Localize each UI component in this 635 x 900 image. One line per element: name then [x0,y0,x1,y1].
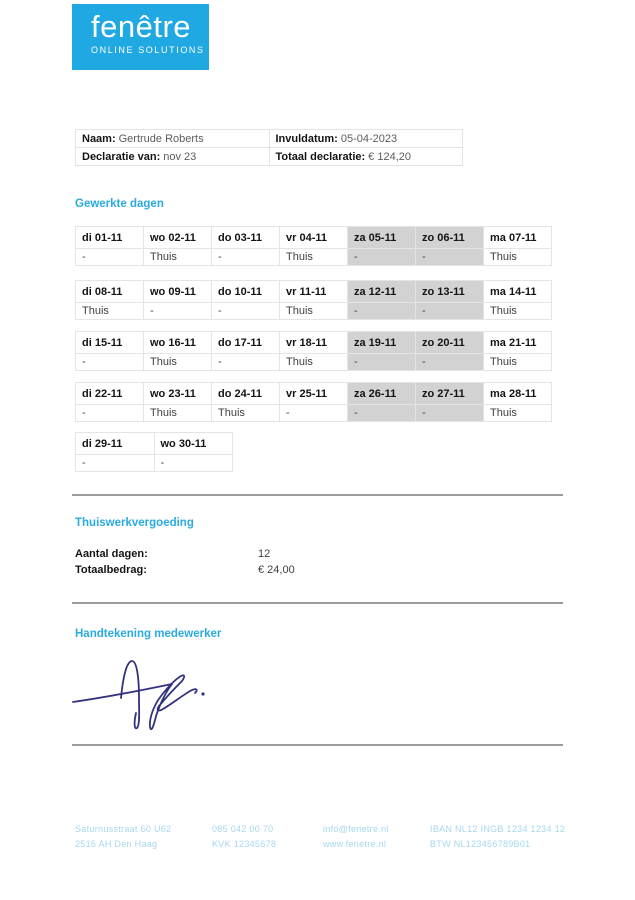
footer-phone-kvk [212,822,276,852]
info-label: Invuldatum: [275,132,338,145]
day-value: Thuis [144,354,212,371]
day-header: wo 30-11 [154,433,233,455]
day-value: - [76,249,144,266]
day-value: - [416,303,484,320]
day-value: - [212,303,280,320]
footer-line: 085 042 00 70 [212,824,274,834]
day-header: ma 28-11 [484,383,552,405]
day-header: di 15-11 [76,332,144,354]
section-divider [72,494,563,496]
day-header: wo 09-11 [144,281,212,303]
day-value: - [76,405,144,422]
footer-bank [430,822,565,852]
footer-line: BTW NL123456789B01 [430,839,531,849]
footer-line: Saturnusstraat 60 U62 [75,824,172,834]
day-header: zo 20-11 [416,332,484,354]
day-header: za 19-11 [348,332,416,354]
allowance-heading: Thuiswerkvergoeding [75,517,194,529]
info-label: Naam: [82,132,116,145]
day-value: - [416,405,484,422]
day-value: Thuis [484,303,552,320]
logo-wordmark: fenêtre [91,9,192,44]
info-value: Gertrude Roberts [118,132,204,145]
signature-stroke [150,675,197,729]
info-label: Totaal declaratie: [275,150,366,163]
info-row [76,130,463,148]
logo-tagline: ONLINE SOLUTIONS [91,45,205,55]
day-value: - [348,354,416,371]
day-header: ma 21-11 [484,332,552,354]
day-header: zo 13-11 [416,281,484,303]
day-header: di 01-11 [76,227,144,249]
day-value: Thuis [144,405,212,422]
week-table-1 [75,226,552,266]
declaration-info-table [75,129,463,166]
info-cell-invuldatum [269,130,463,148]
info-cell-totaal-declaratie [269,148,463,166]
footer-address [75,822,171,852]
day-header: ma 14-11 [484,281,552,303]
week-table-3 [75,331,552,371]
day-value: - [212,354,280,371]
fenetre-logo [72,4,209,70]
day-value: - [212,249,280,266]
day-header: ma 07-11 [484,227,552,249]
footer-line: info@fenetre.nl [323,824,389,834]
day-value: - [348,405,416,422]
day-value: Thuis [280,354,348,371]
aantal-dagen-value: 12 [258,548,271,560]
info-value: 05-04-2023 [340,132,398,145]
day-header: vr 25-11 [280,383,348,405]
week-table-2 [75,280,552,320]
day-value: Thuis [280,303,348,320]
worked-days-heading: Gewerkte dagen [75,198,164,210]
day-header: zo 06-11 [416,227,484,249]
handwritten-signature [68,648,218,736]
day-header: do 03-11 [212,227,280,249]
info-value: nov 23 [163,150,197,163]
day-header: di 29-11 [76,433,155,455]
signature-stroke [121,661,139,728]
day-header: vr 18-11 [280,332,348,354]
day-value: - [416,249,484,266]
day-value: Thuis [212,405,280,422]
day-value: Thuis [280,249,348,266]
day-header: vr 11-11 [280,281,348,303]
day-header: wo 02-11 [144,227,212,249]
day-value: Thuis [484,354,552,371]
footer-line: IBAN NL12 INGB 1234 1234 12 [430,824,566,834]
day-header: za 05-11 [348,227,416,249]
day-header: do 17-11 [212,332,280,354]
week-table-4 [75,382,552,422]
day-header: zo 27-11 [416,383,484,405]
footer-line: www.fenetre.nl [323,839,387,849]
info-cell-declaratie-van [76,148,270,166]
day-header: za 26-11 [348,383,416,405]
info-row [76,148,463,166]
day-value: - [76,354,144,371]
day-value: - [348,249,416,266]
day-value: Thuis [144,249,212,266]
day-header: vr 04-11 [280,227,348,249]
day-value: Thuis [484,249,552,266]
day-header: di 22-11 [76,383,144,405]
day-value: Thuis [484,405,552,422]
section-divider [72,744,563,746]
day-header: do 10-11 [212,281,280,303]
day-header: do 24-11 [212,383,280,405]
day-value: - [76,455,155,472]
day-value: Thuis [76,303,144,320]
week-table-5 [75,432,233,472]
totaalbedrag-value: € 24,00 [258,564,295,576]
signature-dot [201,692,204,695]
signature-heading: Handtekening medewerker [75,628,222,640]
day-header: za 12-11 [348,281,416,303]
day-header: wo 16-11 [144,332,212,354]
day-value: - [144,303,212,320]
footer-line: KVK 12345678 [212,839,277,849]
day-header: di 08-11 [76,281,144,303]
info-cell-naam [76,130,270,148]
aantal-dagen-label: Aantal dagen: [75,548,148,560]
day-value: - [154,455,233,472]
info-value: € 124,20 [368,150,411,163]
day-header: wo 23-11 [144,383,212,405]
day-value: - [416,354,484,371]
day-value: - [280,405,348,422]
footer-line: 2516 AH Den Haag [75,839,158,849]
section-divider [72,602,563,604]
footer-contact [323,822,389,852]
totaalbedrag-label: Totaalbedrag: [75,564,147,576]
info-label: Declaratie van: [82,150,161,163]
day-value: - [348,303,416,320]
